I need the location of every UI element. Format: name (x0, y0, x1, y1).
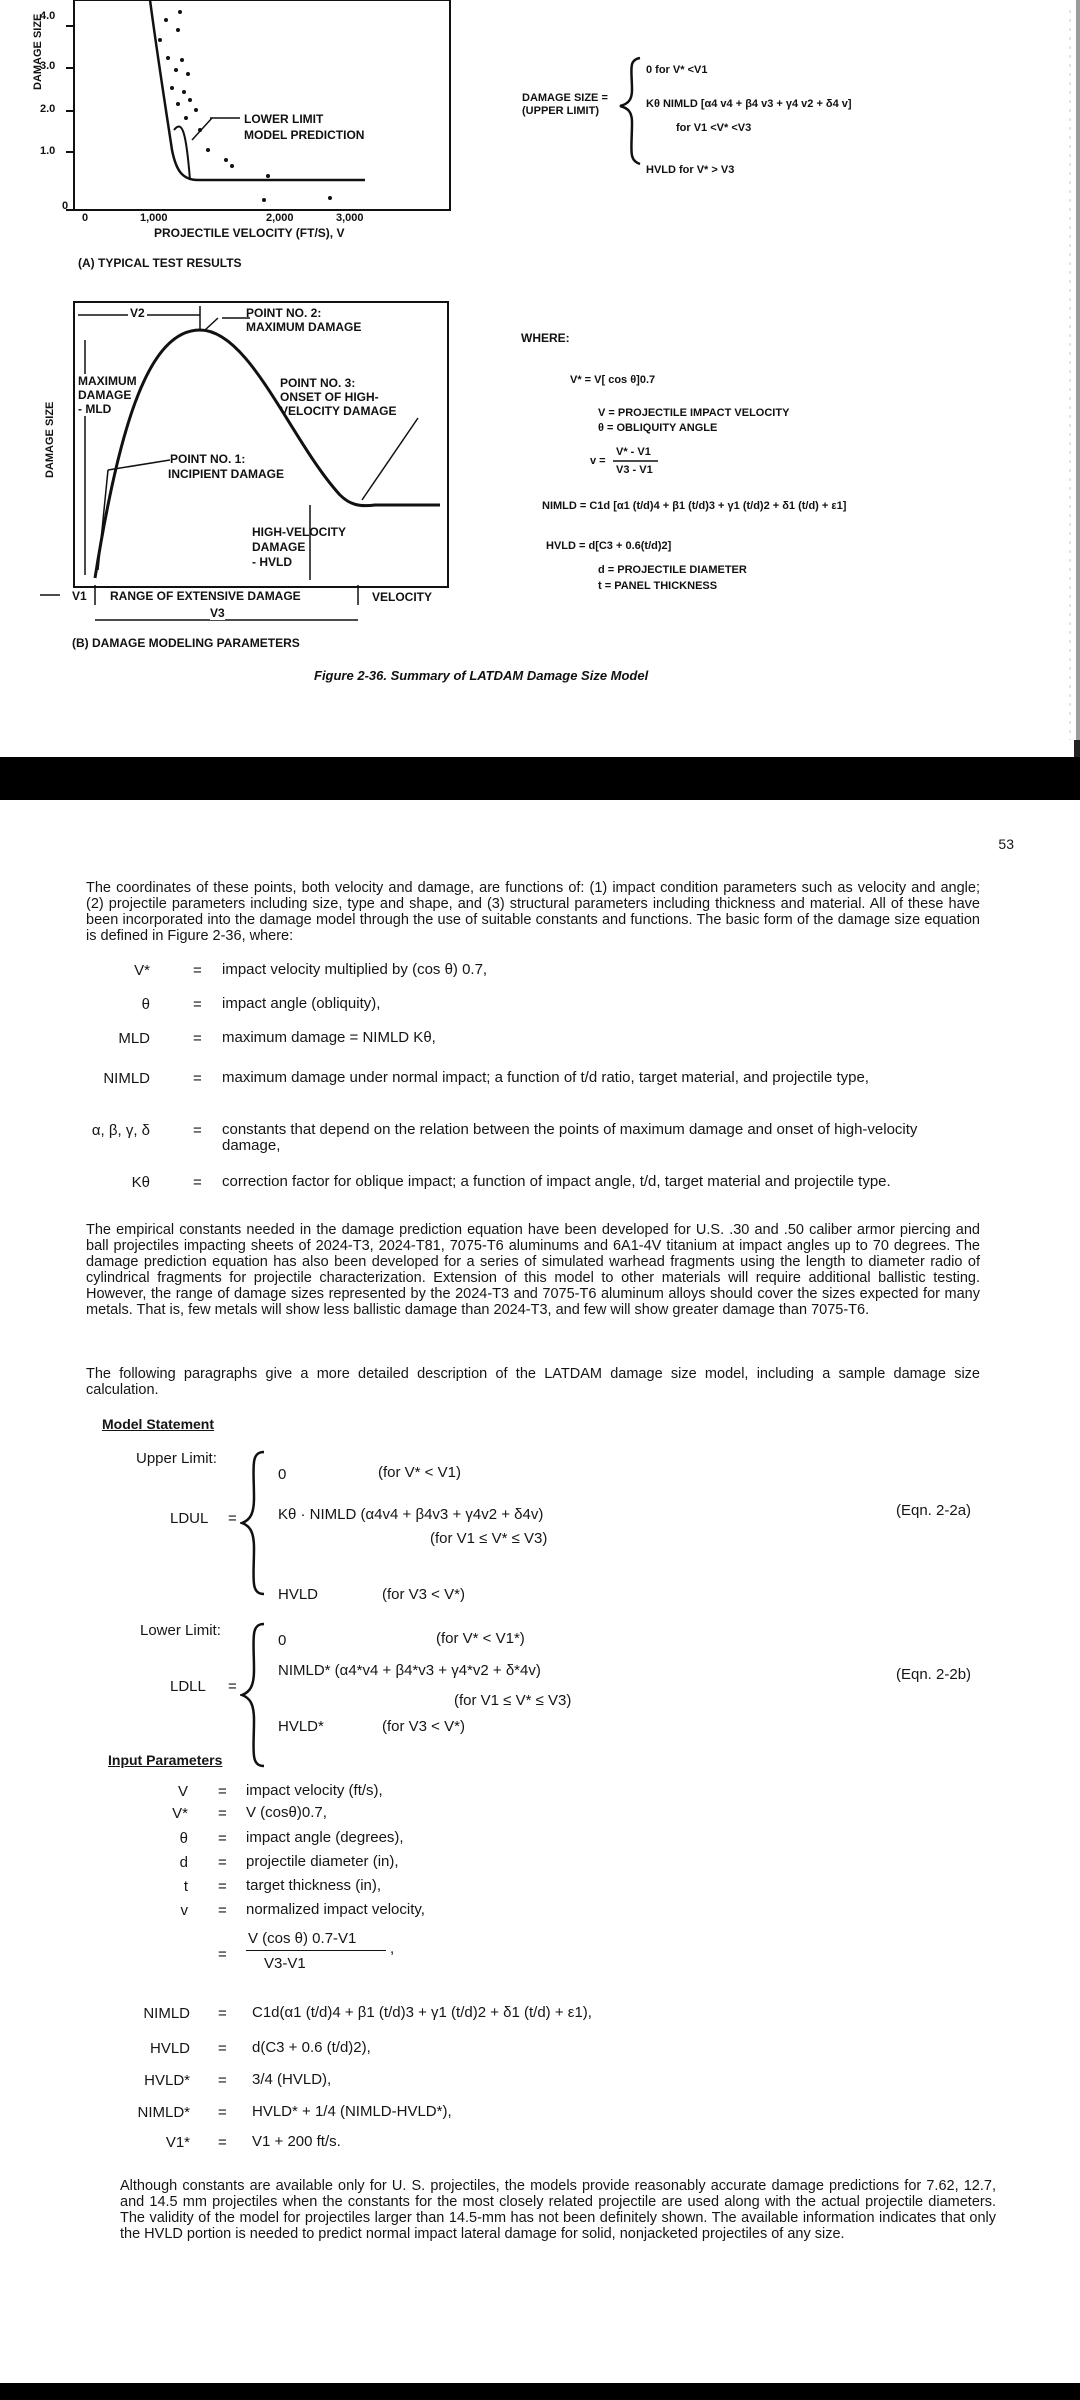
ll-row-left: 0 (278, 1632, 287, 1649)
input-parameters-heading: Input Parameters (108, 1752, 223, 1768)
input-text: normalized impact velocity, (246, 1901, 425, 1918)
input-text: impact angle (degrees), (246, 1829, 404, 1846)
eqn-2-2a: (Eqn. 2-2a) (896, 1502, 972, 1519)
input-symbol: θ (179, 1830, 188, 1847)
eq-text: d(C3 + 0.6 (t/d)2), (252, 2039, 371, 2056)
chart-a-lower-limit-curve (150, 0, 365, 180)
def-text: maximum damage = NIMLD Kθ, (222, 1029, 436, 1046)
point1-label: POINT NO. 1: (170, 452, 246, 466)
v3-label: V3 (210, 606, 225, 620)
where-line: θ = OBLIQUITY ANGLE (598, 422, 718, 434)
where-line: NIMLD = C1d [α1 (t/d)4 + β1 (t/d)3 + γ1 (t/d)2 + δ1 (t/d) + ε1] (542, 500, 847, 512)
where-line: HVLD = d[C3 + 0.6(t/d)2] (546, 540, 672, 552)
input-equals: = (218, 1805, 227, 1822)
chart-a-ytick: 4.0 (40, 10, 56, 22)
eq-symbol: V1* (165, 2134, 190, 2151)
eq-text: 3/4 (HVLD), (252, 2071, 332, 2088)
figure-caption: Figure 2-36. Summary of LATDAM Damage Size Model (314, 668, 649, 683)
where-label: WHERE: (521, 331, 570, 345)
input-equals: = (218, 1854, 227, 1871)
damage-size-label: DAMAGE SIZE = (522, 92, 608, 104)
frac-denominator: V3-V1 (264, 1955, 306, 1972)
v2-label: V2 (130, 306, 145, 320)
upper-limit-label: (UPPER LIMIT) (522, 105, 599, 117)
frac-tail: , (390, 1940, 395, 1957)
def-symbol: NIMLD (103, 1070, 150, 1087)
def-equals: = (193, 962, 202, 979)
chart-a-yticks (66, 26, 74, 210)
def-equals: = (193, 1174, 202, 1191)
upper-limit-brace (620, 58, 640, 164)
eq-text: V1 + 200 ft/s. (252, 2133, 341, 2150)
def-symbol: V* (134, 962, 150, 979)
input-symbol: d (179, 1854, 188, 1871)
scan-edge (1040, 0, 1080, 757)
chart-a-xtick: 1,000 (140, 212, 168, 224)
def-equals: = (193, 1070, 202, 1087)
eqn-2-2b: (Eqn. 2-2b) (896, 1666, 972, 1683)
input-equals: = (218, 1902, 227, 1919)
ul-case-2: Kθ NIMLD [α4 v4 + β4 v3 + γ4 v2 + δ4 v] (646, 98, 852, 110)
input-text: target thickness (in), (246, 1877, 382, 1894)
eq-symbol: HVLD* (144, 2072, 190, 2089)
point2-label: MAXIMUM DAMAGE (246, 320, 362, 334)
point2-label: POINT NO. 2: (246, 306, 322, 320)
chart-a-ylabel: DAMAGE SIZE (32, 13, 44, 90)
point1-label: INCIPIENT DAMAGE (168, 467, 285, 481)
lower-limit-label: Lower Limit: (140, 1622, 221, 1639)
eq-equals: = (218, 2005, 227, 2022)
caption-a: (A) TYPICAL TEST RESULTS (78, 256, 242, 270)
where-line: t = PANEL THICKNESS (598, 580, 718, 592)
ul-row-right: (for V3 < V*) (382, 1586, 465, 1603)
ld-ll-label: LDLL (170, 1678, 206, 1695)
input-symbol: V (177, 1783, 188, 1800)
def-text: constants that depend on the relation between the points of maximum damage and onset of high-velocity damage, (222, 1121, 918, 1154)
frac-numerator: V (cos θ) 0.7-V1 (248, 1930, 357, 1947)
text-page (0, 800, 1080, 2383)
def-symbol: α, β, γ, δ (91, 1122, 150, 1139)
def-text: impact velocity multiplied by (cos θ) 0.7, (222, 961, 488, 978)
v1-label: V1 (72, 589, 87, 603)
ul-case-2b: for V1 <V* <V3 (676, 122, 752, 134)
def-text: maximum damage under normal impact; a function of t/d ratio, target material, and projectile type, (222, 1069, 869, 1086)
eq-equals: = (218, 2072, 227, 2089)
def-equals: = (193, 1122, 202, 1139)
where-line: v = (590, 455, 606, 467)
point3-label: ONSET OF HIGH- (280, 390, 379, 404)
intro-paragraph: The coordinates of these points, both velocity and damage, are functions of: (1) impact condition parameters such as velocity and angle; (2) projectile parameters including size, type and shape, and (3) structural parameters including thickness and material. All of these have been incorporated into the damage model through the use of suitable constants and functions. The basic form of the damage size equation is defined in Figure 2-36, where: (86, 880, 980, 944)
point3-label: VELOCITY DAMAGE (280, 404, 397, 418)
def-equals: = (193, 996, 202, 1013)
constants-paragraph: The empirical constants needed in the damage prediction equation have been developed for U.S. .30 and .50 caliber armor piercing and ball projectiles impacting sheets of 2024-T3, 2024-T81, 7075-T6 aluminums and 6A1-4V titanium at impact angles up to 70 degrees. The damage prediction equation has also been developed for a series of simulated warhead fragments using the length to diameter radio of cylindrical fragments for projectile characterization. Extension of this model to other materials will require additional ballistic testing. However, the range of damage sizes represented by the 2024-T3 and 7075-T6 aluminum alloys should cover the sizes expected for many metals. That is, few metals will show less ballistic damage than 2024-T3, and few will show greater damage than 7075-T6. (86, 1222, 980, 1318)
input-equals: = (218, 1830, 227, 1847)
chart-a-ytick: 2.0 (40, 103, 56, 115)
ll-row-right: (for V* < V1*) (436, 1630, 525, 1647)
eq-text: HVLD* + 1/4 (NIMLD-HVLD*), (252, 2103, 452, 2120)
frac-equals: = (218, 1946, 227, 1963)
velocity-label: VELOCITY (372, 590, 433, 604)
chart-a-ytick: 3.0 (40, 60, 56, 72)
upper-limit-label: Upper Limit: (136, 1450, 217, 1467)
chart-a-scatter-points (158, 10, 332, 202)
ld-ul-label: LDUL (170, 1510, 209, 1527)
eq-equals: = (218, 2134, 227, 2151)
chart-a-ytick: 1.0 (40, 145, 56, 157)
ul-equals: = (228, 1510, 237, 1527)
input-equals: = (218, 1878, 227, 1895)
input-symbol: V* (172, 1805, 188, 1822)
hvld-label: - HVLD (252, 555, 292, 569)
ul-row-left: 0 (278, 1466, 287, 1483)
eq-equals: = (218, 2040, 227, 2057)
caption-b: (B) DAMAGE MODELING PARAMETERS (72, 636, 300, 650)
chart-a-frame (74, 0, 450, 210)
where-frac-num: V* - V1 (616, 446, 651, 458)
point3-label: POINT NO. 3: (280, 376, 356, 390)
ul-case-3: HVLD for V* > V3 (646, 164, 735, 176)
range-label: RANGE OF EXTENSIVE DAMAGE (110, 589, 301, 603)
chart-a-xtick: 0 (82, 212, 89, 224)
where-line: V* = V[ cos θ]0.7 (570, 374, 656, 386)
chart-a-xtick: 2,000 (266, 212, 294, 224)
lower-limit-label: MODEL PREDICTION (244, 128, 365, 142)
def-symbol: Kθ (131, 1174, 150, 1191)
where-line: d = PROJECTILE DIAMETER (598, 564, 747, 576)
ll-row-right: (for V1 ≤ V* ≤ V3) (454, 1692, 572, 1709)
max-damage-label: DAMAGE (78, 388, 132, 402)
hvld-label: HIGH-VELOCITY (252, 525, 347, 539)
hvld-label: DAMAGE (252, 540, 306, 554)
chart-a-lower-limit-curve-2 (174, 127, 190, 180)
ll-row-left: HVLD* (278, 1718, 324, 1735)
lower-limit-label: LOWER LIMIT (244, 112, 324, 126)
ul-brace (240, 1448, 270, 1598)
page-number: 53 (998, 836, 1014, 852)
frac-bar (246, 1950, 386, 1951)
chart-a-ytick: 0 (62, 200, 69, 212)
ul-row-left: HVLD (278, 1586, 319, 1603)
def-equals: = (193, 1030, 202, 1047)
chart-a-xlabel: PROJECTILE VELOCITY (FT/S), V (154, 226, 345, 240)
ul-row-right: (for V1 ≤ V* ≤ V3) (430, 1530, 548, 1547)
ul-row-right: (for V* < V1) (378, 1464, 461, 1481)
ll-equals: = (228, 1678, 237, 1695)
figure-page (0, 0, 1080, 757)
def-text: impact angle (obliquity), (222, 995, 381, 1012)
ll-row-left: NIMLD* (α4*v4 + β4*v3 + γ4*v2 + δ*4v) (278, 1662, 541, 1679)
def-symbol: θ (141, 996, 150, 1013)
where-frac-den: V3 - V1 (616, 464, 653, 476)
input-symbol: t (183, 1878, 188, 1895)
closing-paragraph: Although constants are available only for U. S. projectiles, the models provide reasonably accurate damage predictions for 7.62, 12.7, and 14.5 mm projectiles when the constants for the most closely related projectile are used along with the actual projectile diameters. The validity of the model for projectiles larger than 14.5-mm has not been definitely shown. The available information indicates that only the HVLD portion is needed to predict normal impact lateral damage for solid, nonjacketed projectiles of any size. (120, 2178, 996, 2242)
following-paragraph: The following paragraphs give a more detailed description of the LATDAM damage size model, including a sample damage size calculation. (86, 1366, 980, 1398)
where-line: V = PROJECTILE IMPACT VELOCITY (598, 407, 790, 419)
input-text: V (cosθ)0.7, (246, 1804, 327, 1821)
def-text: correction factor for oblique impact; a function of impact angle, t/d, target material and projectile type. (222, 1173, 891, 1190)
ul-case-1: 0 for V* <V1 (646, 64, 708, 76)
eq-equals: = (218, 2104, 227, 2121)
def-symbol: MLD (118, 1030, 150, 1047)
eq-symbol: HVLD (149, 2040, 190, 2057)
input-equals: = (218, 1783, 227, 1800)
max-damage-label: MAXIMUM (78, 374, 137, 388)
eq-text: C1d(α1 (t/d)4 + β1 (t/d)3 + γ1 (t/d)2 + δ1 (t/d) + ε1), (252, 2004, 592, 2021)
eq-symbol: NIMLD (143, 2005, 190, 2022)
chart-a-xtick: 3,000 (336, 212, 364, 224)
chart-b-ylabel: DAMAGE SIZE (44, 401, 56, 478)
model-statement-heading: Model Statement (102, 1416, 215, 1432)
input-text: projectile diameter (in), (246, 1853, 399, 1870)
max-damage-label: - MLD (78, 402, 112, 416)
ll-brace (240, 1620, 270, 1770)
ll-row-right: (for V3 < V*) (382, 1718, 465, 1735)
ul-row-left: Kθ · NIMLD (α4v4 + β4v3 + γ4v2 + δ4v) (278, 1506, 544, 1523)
eq-symbol: NIMLD* (137, 2104, 190, 2121)
input-symbol: v (180, 1902, 188, 1919)
input-text: impact velocity (ft/s), (246, 1782, 383, 1799)
